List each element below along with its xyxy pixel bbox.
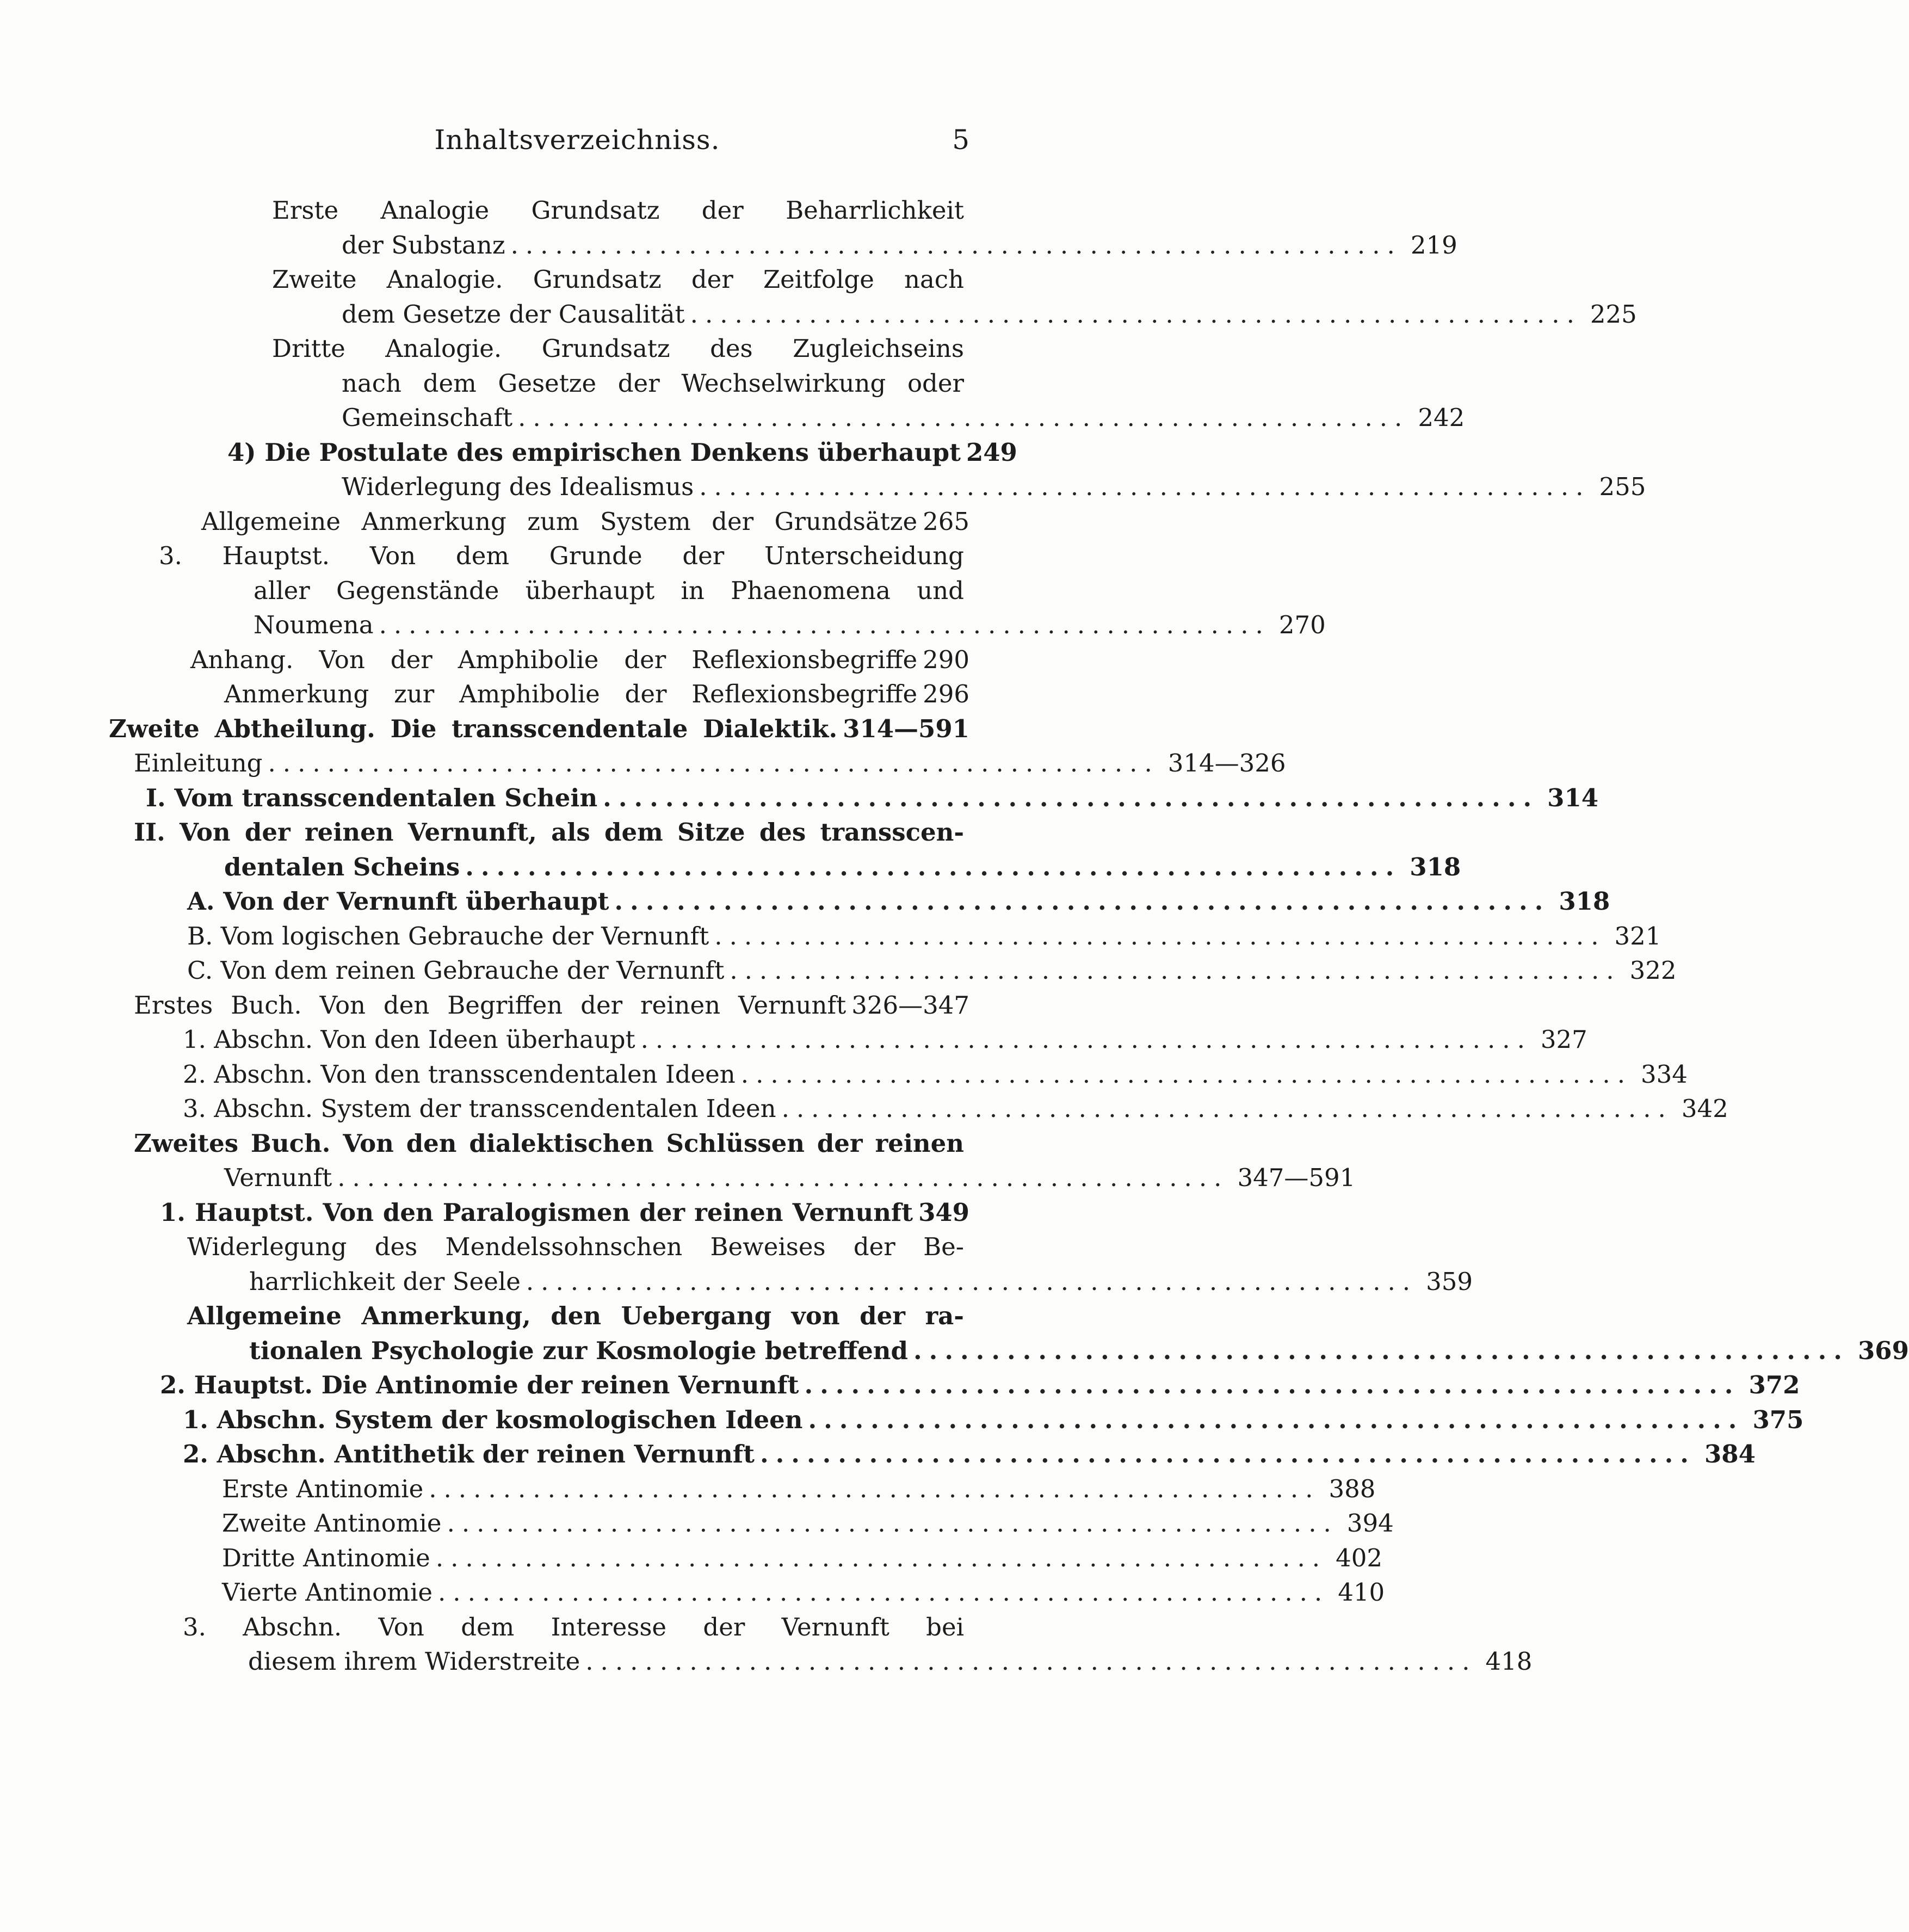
toc-entry-label: Widerlegung des Idealismus bbox=[342, 472, 694, 501]
toc-entry-label: harrlichkeit der Seele bbox=[249, 1267, 521, 1296]
toc-entry-label: der Substanz bbox=[342, 231, 505, 260]
toc-entry-label: 3. Abschn. System der transscendentalen Ideen bbox=[183, 1094, 776, 1123]
toc-entry bbox=[249, 1264, 1473, 1299]
dot-leader: ............................................................ bbox=[435, 1544, 1327, 1572]
toc-entry-label: 2. Hauptst. Die Antinomie der reinen Vernunft bbox=[160, 1371, 799, 1399]
toc-entry-label: Zweite Analogie. Grundsatz der Zeitfolge nach bbox=[272, 265, 964, 294]
toc-entry-page: 265 bbox=[923, 507, 969, 536]
toc-entry-label: Vernunft bbox=[224, 1163, 332, 1192]
toc-entry-label: 3. Abschn. Von dem Interesse der Vernunft bei bbox=[183, 1613, 964, 1641]
toc-entry-label: Dritte Antinomie bbox=[222, 1544, 430, 1572]
toc-entry-page: 418 bbox=[1485, 1647, 1533, 1676]
dot-leader: ............................................................ bbox=[437, 1578, 1330, 1607]
toc-entry-page: 314 bbox=[1547, 783, 1599, 812]
dot-leader: ............................................................ bbox=[337, 1163, 1229, 1192]
toc-entry-label: diesem ihrem Widerstreite bbox=[248, 1647, 580, 1676]
toc-entry-label: 1. Abschn. Von den Ideen überhaupt bbox=[183, 1025, 635, 1054]
toc-entry-label: Allgemeine Anmerkung, den Uebergang von der ra- bbox=[187, 1301, 964, 1330]
toc-entry-label: Dritte Analogie. Grundsatz des Zugleichseins bbox=[272, 334, 964, 363]
dot-leader: ............................................................ bbox=[714, 922, 1606, 950]
toc-entry-page: 314—326 bbox=[1167, 749, 1286, 777]
dot-leader: ............................................................ bbox=[268, 749, 1159, 777]
toc-entry-label: aller Gegenstände überhaupt in Phaenomena und bbox=[254, 576, 964, 605]
toc-entry-label: 4) Die Postulate des empirischen Denkens überhaupt bbox=[227, 438, 961, 467]
running-title: Inhaltsverzeichniss. bbox=[434, 124, 720, 156]
toc-entry-label: I. Vom transscendentalen Schein bbox=[146, 783, 598, 812]
toc-entry bbox=[342, 228, 1457, 263]
toc-entry bbox=[146, 781, 1599, 816]
dot-leader: ............................................................ bbox=[447, 1509, 1338, 1538]
toc-entry bbox=[187, 1230, 969, 1264]
toc-entry bbox=[159, 539, 969, 573]
toc-entry-page: 296 bbox=[923, 680, 969, 708]
toc-entry bbox=[183, 1403, 1804, 1437]
dot-leader: ............................................................ bbox=[913, 1336, 1849, 1365]
dot-leader: ............................................................ bbox=[465, 853, 1401, 881]
toc-entry-page: 249 bbox=[966, 438, 1017, 467]
dot-leader: ............................................................ bbox=[603, 783, 1539, 812]
page-header bbox=[185, 124, 969, 162]
dot-leader: ............................................................ bbox=[808, 1405, 1744, 1434]
page-number: 5 bbox=[952, 124, 969, 156]
toc-entry-page: 334 bbox=[1641, 1060, 1688, 1089]
toc-entry-page: 372 bbox=[1749, 1371, 1800, 1399]
toc-entry bbox=[222, 1575, 1385, 1610]
toc-entry bbox=[248, 1644, 1533, 1679]
toc-entry-label: Gemeinschaft bbox=[342, 403, 513, 432]
toc-entry bbox=[134, 1126, 969, 1161]
toc-entry bbox=[134, 988, 969, 1023]
toc-entry-page: 270 bbox=[1278, 610, 1326, 639]
toc-entry-label: Zweites Buch. Von den dialektischen Schlüssen der reinen bbox=[134, 1129, 964, 1158]
toc-entry bbox=[249, 1334, 1909, 1368]
dot-leader: ............................................................ bbox=[740, 1060, 1633, 1089]
toc-entry-page: 326—347 bbox=[851, 991, 969, 1020]
dot-leader: ............................................................ bbox=[526, 1267, 1418, 1296]
toc-entry-page: 369 bbox=[1857, 1336, 1909, 1365]
toc-entry-page: 321 bbox=[1614, 922, 1661, 950]
toc-entry bbox=[222, 1506, 1394, 1541]
toc-entry bbox=[227, 435, 1017, 470]
dot-leader: ............................................................ bbox=[379, 610, 1270, 639]
toc-entry-page: 402 bbox=[1336, 1544, 1382, 1572]
toc-entry bbox=[187, 919, 1661, 954]
toc-entry bbox=[134, 815, 969, 850]
toc-entry-label: Vierte Antinomie bbox=[222, 1578, 433, 1607]
toc-entry-page: 219 bbox=[1410, 231, 1457, 260]
toc-entry bbox=[183, 1057, 1688, 1092]
toc-entry-label: Zweite Abtheilung. Die transscendentale Dialektik. bbox=[109, 714, 838, 743]
dot-leader: ............................................................ bbox=[699, 472, 1591, 501]
toc-entry-label: dentalen Scheins bbox=[224, 853, 460, 881]
toc-entry-page: 327 bbox=[1540, 1025, 1587, 1054]
toc-entry-label: nach dem Gesetze der Wechselwirkung oder bbox=[342, 369, 964, 398]
toc-entry bbox=[272, 331, 969, 366]
toc-entry-page: 318 bbox=[1559, 887, 1610, 916]
toc-entry bbox=[254, 608, 1326, 643]
toc-entry-label: dem Gesetze der Causalität bbox=[342, 300, 685, 329]
toc-entry-label: tionalen Psychologie zur Kosmologie betreffend bbox=[249, 1336, 908, 1365]
toc-entry bbox=[254, 573, 969, 608]
toc-entry bbox=[183, 1091, 1728, 1126]
toc-entry-page: 349 bbox=[918, 1198, 969, 1227]
toc-entry bbox=[134, 746, 1286, 781]
toc-entry-label: Erstes Buch. Von den Begriffen der reinen Vernunft bbox=[134, 991, 847, 1020]
dot-leader: ............................................................ bbox=[781, 1094, 1673, 1123]
toc-entry-page: 290 bbox=[923, 645, 969, 674]
toc-entry bbox=[272, 262, 969, 297]
toc-entry bbox=[224, 677, 969, 712]
toc-entry bbox=[183, 1610, 969, 1645]
toc-entry bbox=[342, 297, 1637, 332]
toc-entry bbox=[160, 1195, 969, 1230]
toc-entry bbox=[272, 193, 969, 228]
toc-entry-page: 394 bbox=[1346, 1509, 1394, 1538]
toc-entry bbox=[342, 470, 1646, 504]
toc-entry bbox=[187, 884, 1610, 919]
dot-leader: ............................................................ bbox=[614, 887, 1550, 916]
toc-entry-page: 225 bbox=[1590, 300, 1637, 329]
dot-leader: ............................................................ bbox=[640, 1025, 1532, 1054]
toc-entry bbox=[342, 366, 969, 401]
dot-leader: ............................................................ bbox=[585, 1647, 1477, 1676]
toc-entry-label: Allgemeine Anmerkung zum System der Grundsätze bbox=[201, 507, 918, 536]
toc-entry-label: Einleitung bbox=[134, 749, 263, 777]
toc-entry-page: 347—591 bbox=[1237, 1163, 1356, 1192]
dot-leader: ............................................................ bbox=[510, 231, 1402, 260]
toc-entry bbox=[222, 1472, 1376, 1507]
toc-entry-page: 359 bbox=[1426, 1267, 1473, 1296]
toc-entry-label: 1. Abschn. System der kosmologischen Ideen bbox=[183, 1405, 803, 1434]
toc-entry bbox=[160, 1368, 1800, 1403]
toc-entry-label: Anmerkung zur Amphibolie der Reflexionsbegriffe bbox=[224, 680, 918, 708]
toc-entry-page: 410 bbox=[1338, 1578, 1385, 1607]
toc-entry bbox=[342, 400, 1465, 435]
toc-entry bbox=[224, 1161, 1356, 1195]
toc-entry bbox=[109, 712, 969, 746]
toc-entry-label: B. Vom logischen Gebrauche der Vernunft bbox=[187, 922, 709, 950]
toc-entry bbox=[183, 1437, 1756, 1472]
toc-entry-label: A. Von der Vernunft überhaupt bbox=[187, 887, 609, 916]
toc-entry-label: C. Von dem reinen Gebrauche der Vernunft bbox=[187, 956, 725, 985]
dot-leader: ............................................................ bbox=[730, 956, 1621, 985]
toc-entry-page: 322 bbox=[1629, 956, 1677, 985]
toc-entry-label: Widerlegung des Mendelssohnschen Beweises der Be- bbox=[187, 1232, 964, 1261]
toc-entry-page: 388 bbox=[1329, 1474, 1376, 1503]
dot-leader: ............................................................ bbox=[429, 1474, 1320, 1503]
toc-entry-label: 2. Abschn. Antithetik der reinen Vernunft bbox=[183, 1440, 755, 1468]
toc-entry-label: Erste Analogie Grundsatz der Beharrlichkeit bbox=[272, 196, 964, 225]
toc-entry-page: 384 bbox=[1704, 1440, 1756, 1468]
toc-entry bbox=[201, 504, 969, 539]
toc-entry-label: 1. Hauptst. Von den Paralogismen der reinen Vernunft bbox=[160, 1198, 913, 1227]
toc-entry-page: 255 bbox=[1599, 472, 1646, 501]
dot-leader: ............................................................ bbox=[518, 403, 1410, 432]
toc-entry-label: 3. Hauptst. Von dem Grunde der Unterscheidung bbox=[159, 541, 964, 570]
toc-entry-label: Noumena bbox=[254, 610, 374, 639]
toc-entry bbox=[187, 953, 1677, 988]
toc-entry-page: 318 bbox=[1410, 853, 1461, 881]
toc-entry-label: 2. Abschn. Von den transscendentalen Ideen bbox=[183, 1060, 736, 1089]
toc-entry-page: 342 bbox=[1681, 1094, 1728, 1123]
toc-entry bbox=[224, 850, 1461, 885]
toc-entry bbox=[183, 1022, 1587, 1057]
toc-entry-label: Zweite Antinomie bbox=[222, 1509, 442, 1538]
toc-entry bbox=[187, 1299, 969, 1334]
toc-entry-page: 314—591 bbox=[843, 714, 969, 743]
dot-leader: ............................................................ bbox=[804, 1371, 1740, 1399]
toc-entry-page: 242 bbox=[1418, 403, 1465, 432]
toc-entry-label: II. Von der reinen Vernunft, als dem Sitze des transscen- bbox=[134, 818, 964, 847]
dot-leader: ............................................................ bbox=[690, 300, 1581, 329]
toc-entry bbox=[190, 643, 969, 677]
toc-entry bbox=[222, 1541, 1382, 1576]
toc-entry-page: 375 bbox=[1752, 1405, 1804, 1434]
toc-entry-label: Anhang. Von der Amphibolie der Reflexionsbegriffe bbox=[190, 645, 918, 674]
toc-entry-label: Erste Antinomie bbox=[222, 1474, 424, 1503]
dot-leader: ............................................................ bbox=[759, 1440, 1696, 1468]
